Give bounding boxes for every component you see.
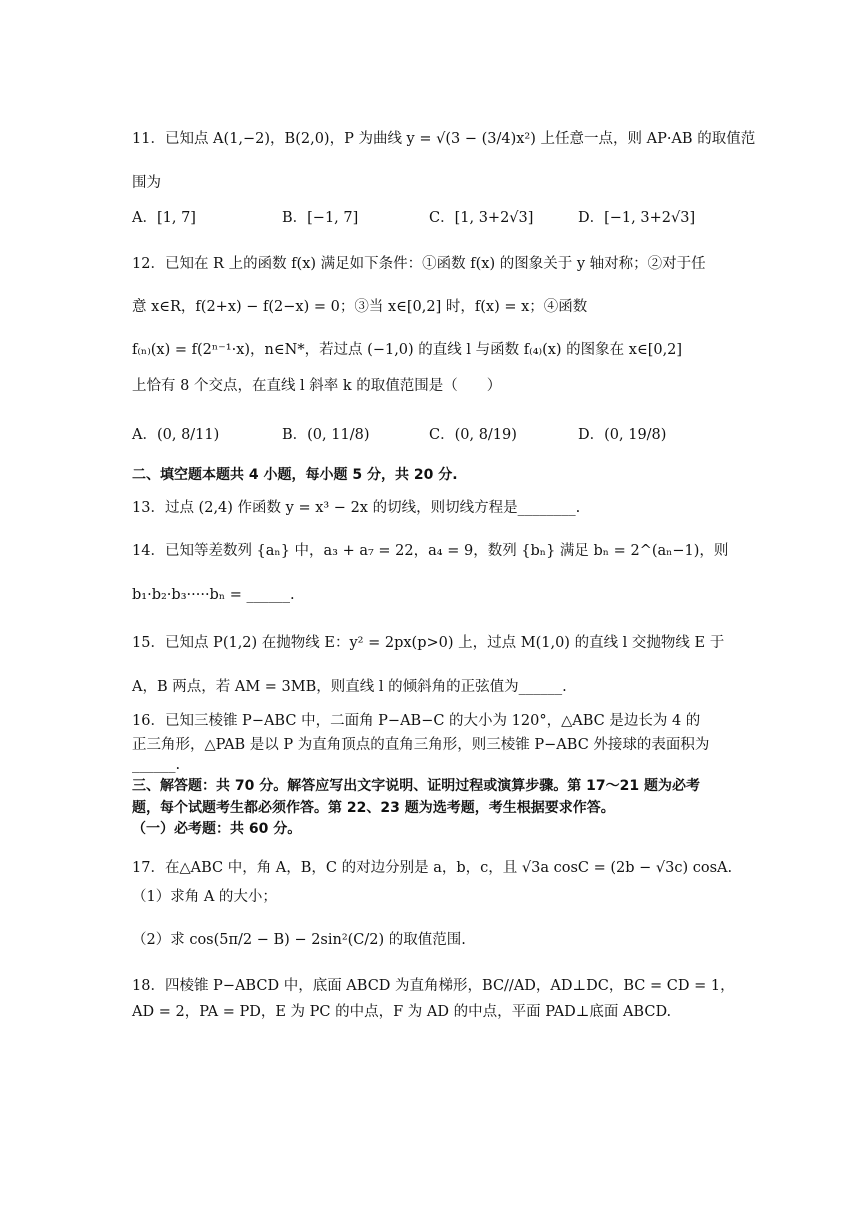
q12-stem-line2: 意 x∈R，f(2+x) − f(2−x) = 0；③当 x∈[0,2] 时，f(x) = x；④函数 [132, 299, 588, 315]
q12-stem-line1: 12．已知在 R 上的函数 f(x) 满足如下条件：①函数 f(x) 的图象关于 y 轴对称；②对于任 [132, 256, 706, 272]
q11-option-a: A．[1, 7] [132, 210, 196, 226]
q18-stem-line2: AD = 2，PA = PD，E 为 PC 的中点，F 为 AD 的中点，平面 PAD⊥底面 ABCD. [132, 1004, 672, 1020]
q17-part2: （2）求 cos(5π/2 − B) − 2sin²(C/2) 的取值范围. [132, 932, 466, 948]
q14-stem-line2: b₁·b₂·b₃·····bₙ = ______. [132, 587, 295, 603]
q11-option-d: D．[−1, 3+2√3] [578, 210, 696, 226]
q11-stem-line1: 11．已知点 A(1,−2)，B(2,0)，P 为曲线 y = √(3 − (3/4)x²) 上任意一点，则 AP·AB 的取值范 [132, 131, 756, 147]
q18-stem-line1: 18．四棱锥 P−ABCD 中，底面 ABCD 为直角梯形，BC//AD，AD⊥DC，BC = CD = 1， [132, 978, 735, 994]
q12-stem-line3: f₍ₙ₎(x) = f(2ⁿ⁻¹·x)，n∈N*，若过点 (−1,0) 的直线 l 与函数 f₍₄₎(x) 的图象在 x∈[0,2] [132, 342, 683, 358]
q11-option-b: B．[−1, 7] [282, 210, 359, 226]
q14-stem-line1: 14．已知等差数列 {aₙ} 中，a₃ + a₇ = 22，a₄ = 9，数列 {bₙ} 满足 bₙ = 2^(aₙ−1)，则 [132, 543, 729, 559]
q15-stem-line1: 15．已知点 P(1,2) 在抛物线 E：y² = 2px(p>0) 上，过点 M(1,0) 的直线 l 交抛物线 E 于 [132, 635, 725, 651]
q12-options [132, 423, 732, 447]
section3-subheading: （一）必考题：共 60 分。 [132, 821, 302, 837]
q12-option-c: C．(0, 8/19) [429, 427, 517, 443]
q12-option-a: A．(0, 8/11) [132, 427, 220, 443]
q12-option-b: B．(0, 11/8) [282, 427, 370, 443]
q11-option-c: C．[1, 3+2√3] [429, 210, 534, 226]
section2-heading: 二、填空题本题共 4 小题，每小题 5 分，共 20 分. [132, 467, 458, 483]
q11-options [132, 206, 732, 230]
section3-heading-line1: 三、解答题：共 70 分。解答应写出文字说明、证明过程或演算步骤。第 17～21 题为必考 [132, 778, 700, 794]
q11-stem-line2: 围为 [132, 175, 161, 191]
q13-stem: 13．过点 (2,4) 作函数 y = x³ − 2x 的切线，则切线方程是________. [132, 500, 581, 516]
q16-stem-line1: 16．已知三棱锥 P−ABC 中，二面角 P−AB−C 的大小为 120°，△ABC 是边长为 4 的 [132, 713, 701, 729]
q15-stem-line2: A，B 两点，若 AM = 3MB，则直线 l 的倾斜角的正弦值为______. [132, 679, 567, 695]
q12-stem-line4: 上恰有 8 个交点，在直线 l 斜率 k 的取值范围是（ ） [132, 378, 502, 394]
q16-stem-line3: ______. [132, 757, 181, 773]
q16-stem-line2: 正三角形，△PAB 是以 P 为直角顶点的直角三角形，则三棱锥 P−ABC 外接球的表面积为 [132, 737, 710, 753]
section3-heading-line2: 题，每个试题考生都必须作答。第 22、23 题为选考题，考生根据要求作答。 [132, 800, 615, 816]
q12-option-d: D．(0, 19/8) [578, 427, 667, 443]
q17-part1: （1）求角 A 的大小； [132, 889, 277, 905]
q17-stem: 17．在△ABC 中，角 A，B，C 的对边分别是 a，b，c，且 √3a cosC = (2b − √3c) cosA. [132, 860, 733, 876]
